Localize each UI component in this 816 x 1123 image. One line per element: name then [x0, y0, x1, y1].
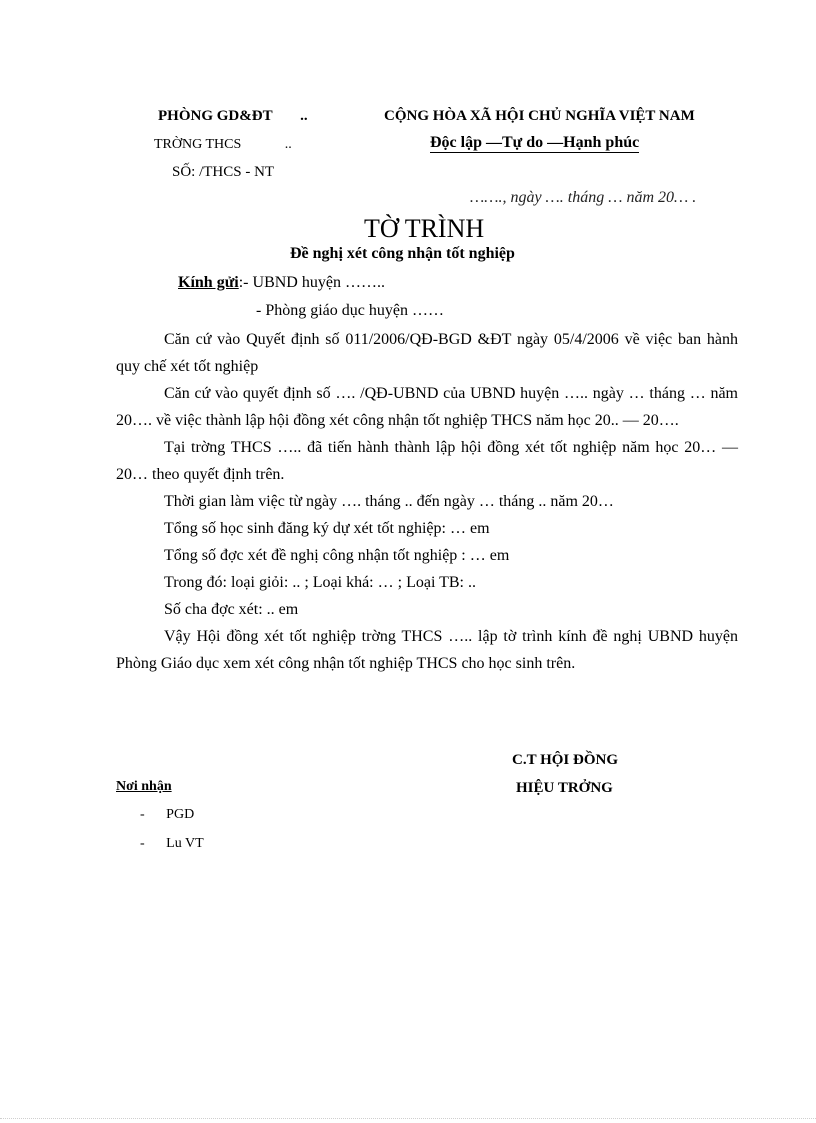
receiver-item [140, 836, 204, 852]
paragraph-6: Tổng số đợc xét đề nghị công nhận tốt nghiệp : … em [164, 547, 510, 564]
receivers-label: Nơi nhận [116, 779, 172, 794]
header-left-line2 [154, 137, 292, 153]
paragraph-9: Vậy Hội đồng xét tốt nghiệp trờng THCS ….. lập tờ trình kính đề nghị UBND huyện Phòng Giáo dục xem xét công nhận tốt nghiệp THCS cho học sinh trên. [116, 628, 738, 672]
paragraph-5: Tổng số học sinh đăng ký dự xét tốt nghiệp: … em [164, 520, 490, 537]
paragraph-1: Căn cứ vào Quyết định số 011/2006/QĐ-BGD &ĐT ngày 05/4/2006 về việc ban hành quy chế xét tốt nghiệp [116, 331, 738, 375]
paragraph-3: Tại trờng THCS ….. đã tiến hành thành lập hội đồng xét tốt nghiệp năm học 20… — 20… theo quyết định trên. [116, 439, 738, 483]
recipient-first: :- UBND huyện …….. [238, 274, 385, 291]
receiver-item-label: Lu VT [166, 836, 204, 851]
signature-title: C.T HỘI ĐỒNG [512, 752, 618, 768]
recipient-line-1 [178, 274, 385, 292]
school-dots: .. [284, 137, 292, 152]
receiver-item [140, 807, 194, 823]
receiver-item-label: PGD [166, 807, 195, 822]
department-name: PHÒNG GD&ĐT [158, 108, 273, 124]
paragraph-8: Số cha đợc xét: .. em [164, 601, 299, 618]
recipient-line-2: - Phòng giáo dục huyện …… [256, 302, 444, 319]
school-name: TRỜNG THCS [154, 137, 242, 152]
date-line: ……., ngày …. tháng … năm 20… . [470, 189, 697, 206]
department-dots: .. [300, 108, 308, 124]
recipient-label: Kính gửi [178, 274, 239, 291]
document-number: SỐ: /THCS - NT [172, 164, 275, 180]
list-dash: - [140, 836, 145, 851]
national-motto: Độc lập —Tự do —Hạnh phúc [430, 134, 640, 151]
paragraph-2: Căn cứ vào quyết định số …. /QĐ-UBND của UBND huyện ….. ngày … tháng … năm 20…. về việc thành lập hội đồng xét công nhận tốt nghiệp THCS năm học 20.. — 20…. [116, 385, 738, 429]
header-left-line1 [158, 108, 308, 125]
signature-role: HIỆU TRỞNG [516, 780, 613, 796]
paragraph-4: Thời gian làm việc từ ngày …. tháng .. đến ngày … tháng .. năm 20… [164, 493, 614, 510]
national-title: CỘNG HÒA XÃ HỘI CHỦ NGHĨA VIỆT NAM [384, 108, 695, 124]
document-subtitle: Đề nghị xét công nhận tốt nghiệp [290, 245, 515, 262]
page-bottom-divider [0, 1118, 816, 1120]
paragraph-7: Trong đó: loại giỏi: .. ; Loại khá: … ; Loại TB: .. [164, 574, 476, 591]
body-paragraphs [116, 326, 738, 677]
list-dash: - [140, 807, 145, 822]
document-title: TỜ TRÌNH [364, 214, 485, 243]
